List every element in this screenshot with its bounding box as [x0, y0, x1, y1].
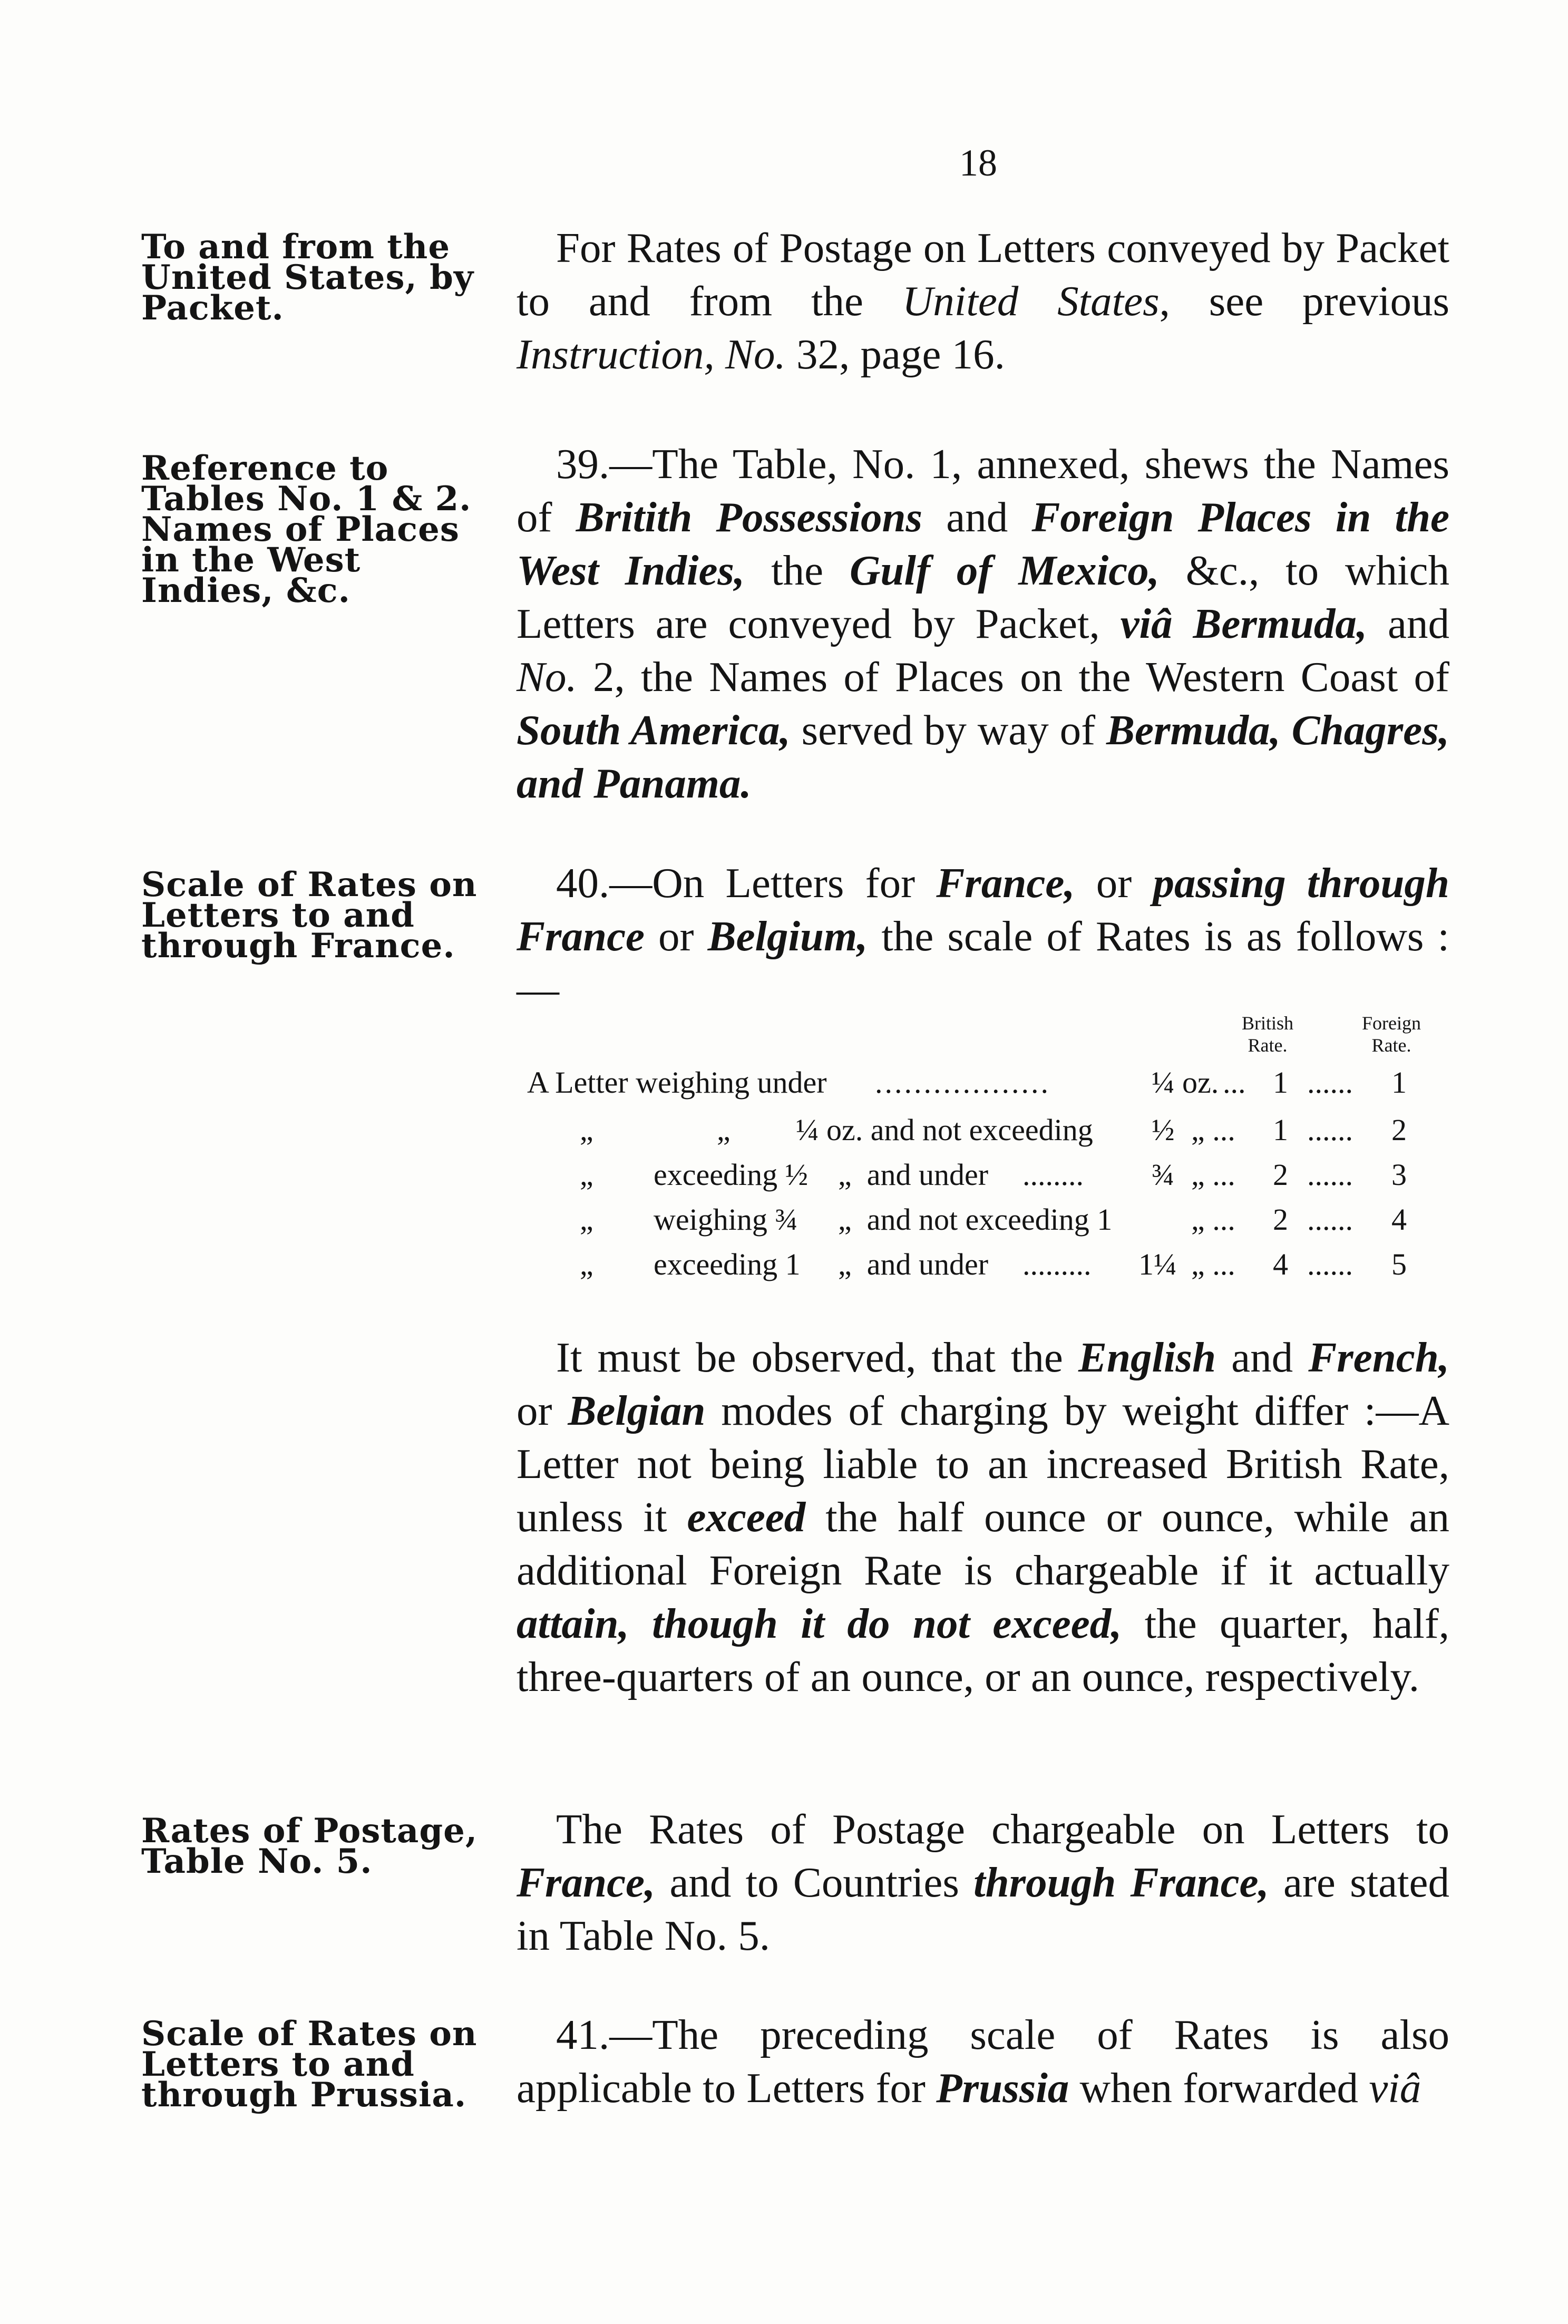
margin-note-france: [141, 865, 505, 966]
leader-dots: ......: [1307, 1247, 1353, 1281]
margin-line: through Prussia.: [141, 2075, 467, 2115]
table-row: [0, 1247, 1568, 1289]
text-run: Belgium,: [707, 912, 868, 960]
text-run: Foreign Places in the West Indies,: [517, 493, 1449, 594]
margin-line: Scale of Rates on: [141, 865, 478, 905]
leader-dots: ......: [1307, 1065, 1353, 1100]
paragraph-39: [517, 437, 1449, 810]
paragraph-40: [517, 857, 1449, 1016]
table-row: [0, 1065, 1568, 1107]
margin-note-tables: [141, 449, 505, 610]
text-run: or: [645, 912, 708, 960]
foreign-rate: 4: [1391, 1202, 1407, 1237]
text-run: and: [922, 493, 1032, 541]
row-label: „ and under: [838, 1158, 989, 1192]
british-rate: 1: [1273, 1065, 1288, 1100]
ditto-mark: „: [580, 1113, 593, 1147]
text-run: 32, page 16.: [785, 330, 1005, 378]
text-run: the: [745, 547, 850, 594]
margin-line: Rates of Postage,: [141, 1811, 478, 1851]
foreign-rate: 5: [1391, 1247, 1407, 1281]
weight-limit: ½: [1152, 1113, 1175, 1147]
margin-line: Packet.: [141, 288, 284, 328]
text-run: English: [1078, 1334, 1216, 1381]
text-run: or: [517, 1387, 568, 1434]
margin-note-united-states: [141, 227, 505, 328]
margin-line: Names of Places: [141, 510, 460, 549]
text-run: when forwarded: [1069, 2064, 1369, 2112]
row-label: „ and under: [838, 1247, 989, 1281]
row-label: „ and not exceeding 1: [838, 1202, 1113, 1237]
text-run: and: [1216, 1334, 1309, 1381]
margin-line: Scale of Rates on: [141, 2014, 478, 2054]
paragraph-41: [517, 2008, 1449, 2115]
text-run: and to Countries: [655, 1859, 974, 1906]
foreign-rate: 1: [1391, 1065, 1407, 1100]
separator: „ ...: [1191, 1247, 1235, 1281]
text-run: Prussia: [936, 2064, 1069, 2112]
text-run: Gulf of Mexico,: [849, 547, 1160, 594]
separator: „ ...: [1191, 1202, 1235, 1237]
paragraph-table-5: [517, 1803, 1449, 1962]
text-run: passing through France: [517, 859, 1449, 960]
text-run: the scale of Rates is as follows :—: [517, 912, 1449, 1013]
text-run: exceed: [687, 1493, 806, 1541]
text-run: United States: [902, 277, 1160, 325]
text-run: No.: [517, 653, 577, 701]
weight-limit: 1¼: [1138, 1247, 1177, 1281]
header-british-rate: British Rate.: [1241, 1013, 1293, 1056]
text-run: 40.—On Letters for: [556, 859, 937, 907]
text-run: South America,: [517, 706, 791, 754]
text-run: 2, the Names of Places on the Western Coast of: [577, 653, 1449, 701]
leader-dots: ......: [1307, 1158, 1353, 1192]
text-run: French,: [1308, 1334, 1449, 1381]
margin-line: United States, by: [141, 258, 474, 297]
leader-dots: .........: [1022, 1247, 1092, 1281]
table-row: [0, 1157, 1568, 1199]
margin-line: Reference to: [141, 449, 389, 488]
margin-note-prussia: [141, 2014, 505, 2115]
paragraph-united-states: [517, 221, 1449, 381]
paragraph-observation: [517, 1331, 1449, 1704]
text-run: are stated in Table No. 5.: [517, 1859, 1450, 1959]
text-run: , see previous: [1159, 277, 1449, 325]
table-row: [0, 1112, 1568, 1154]
header-foreign-rate: Foreign Rate.: [1362, 1013, 1421, 1056]
foreign-rate: 3: [1391, 1158, 1407, 1192]
ditto-mark: „: [717, 1113, 731, 1147]
text-run: It must be observed, that the: [556, 1334, 1078, 1381]
text-run: France,: [936, 859, 1075, 907]
page-number: 18: [959, 142, 997, 184]
british-rate: 2: [1273, 1158, 1288, 1192]
text-run: Britith Possessions: [576, 493, 923, 541]
text-run: France,: [517, 1859, 656, 1906]
text-run: the half ounce or ounce, while an additional Foreign Rate is chargeable if it actually: [517, 1493, 1449, 1594]
text-run: and: [1367, 600, 1449, 647]
leader-dots: ......: [1307, 1113, 1353, 1147]
row-label: exceeding ½: [654, 1158, 809, 1192]
text-run: 39.—The Table, No. 1, annexed, shews the Names of: [517, 440, 1449, 541]
text-run: 41.—The preceding scale of Rates is also applicable to Letters for: [517, 2011, 1449, 2112]
foreign-rate: 2: [1391, 1113, 1407, 1147]
weight-limit: ¼ oz.: [1152, 1065, 1219, 1100]
text-run: served by way of: [790, 706, 1106, 754]
text-run: viâ: [1369, 2064, 1421, 2112]
british-rate: 4: [1273, 1247, 1288, 1281]
ditto-mark: „: [580, 1202, 593, 1237]
margin-line: Indies, &c.: [141, 571, 350, 610]
british-rate: 2: [1273, 1202, 1288, 1237]
leader-dots: ........: [1022, 1158, 1084, 1192]
text-run: Bermuda, Chagres, and Panama.: [517, 706, 1450, 807]
margin-line: in the West: [141, 540, 361, 580]
row-label: weighing ¾: [654, 1202, 798, 1237]
row-label: exceeding 1: [654, 1247, 801, 1281]
separator: „ ...: [1191, 1113, 1235, 1147]
text-run: Belgian: [568, 1387, 706, 1434]
ditto-mark: „: [580, 1247, 593, 1281]
text-run: The Rates of Postage chargeable on Letters to: [556, 1805, 1449, 1853]
text-run: &c., to which Letters are conveyed by Packet,: [517, 547, 1449, 647]
margin-line: Tables No. 1 & 2.: [141, 479, 472, 519]
separator: „ ...: [1191, 1158, 1235, 1192]
margin-note-table-5: [141, 1811, 505, 1881]
text-run: modes of charging by weight differ :—A Letter not being liable to an increased British Rate, unless it: [517, 1387, 1449, 1541]
text-run: through France,: [973, 1859, 1269, 1906]
row-label: A Letter weighing under: [527, 1065, 827, 1100]
ditto-mark: „: [580, 1158, 593, 1192]
text-run: viâ Bermuda,: [1120, 600, 1368, 647]
margin-line: To and from the: [141, 227, 451, 267]
text-run: Instruction, No.: [517, 330, 786, 378]
weight-limit: ¾: [1152, 1158, 1175, 1192]
leader-dots: ......: [1307, 1202, 1353, 1237]
text-run: or: [1075, 859, 1153, 907]
text-run: the quarter, half, three-quarters of an ounce, or an ounce, respectively.: [517, 1600, 1449, 1700]
margin-line: through France.: [141, 926, 455, 966]
british-rate: 1: [1273, 1113, 1288, 1147]
text-run: attain, though it do not exceed,: [517, 1600, 1122, 1647]
text-run: For Rates of Postage on Letters conveyed by Packet to and from the: [517, 224, 1449, 325]
margin-line: Table No. 5.: [141, 1842, 373, 1881]
separator: ...: [1223, 1065, 1246, 1100]
margin-line: Letters to and: [141, 2045, 415, 2084]
row-label: ¼ oz. and not exceeding: [796, 1113, 1093, 1147]
table-row: [0, 1202, 1568, 1244]
margin-line: Letters to and: [141, 896, 415, 935]
leader-dots: ..................: [875, 1065, 1050, 1100]
